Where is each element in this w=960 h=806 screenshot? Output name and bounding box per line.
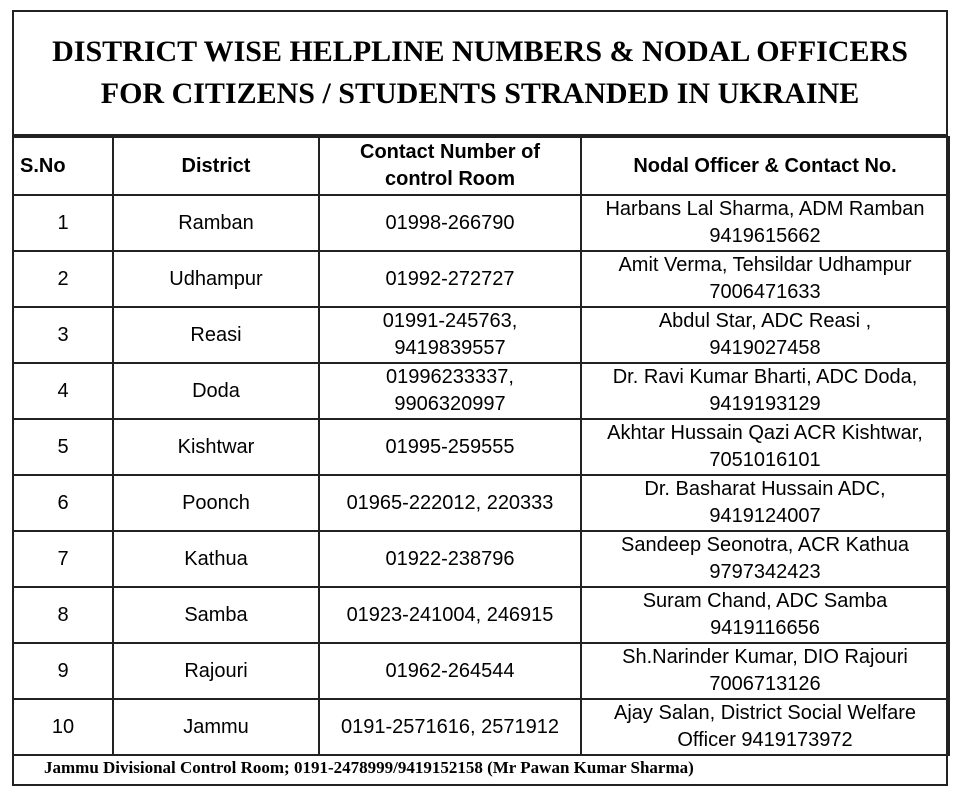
cell-officer (581, 251, 949, 307)
cell-officer (581, 587, 949, 643)
table-row (13, 363, 949, 419)
cell-district: Kathua (113, 531, 319, 587)
document-title (14, 12, 946, 136)
officer-line: 9419124007 (709, 505, 821, 527)
officer-line: Dr. Basharat Hussain ADC, (644, 478, 886, 500)
cell-contact (319, 531, 581, 587)
officer-line: Sandeep Seonotra, ACR Kathua (621, 534, 909, 556)
cell-district: Rajouri (113, 643, 319, 699)
cell-contact (319, 251, 581, 307)
header-contact-line-2: control Room (385, 168, 515, 190)
officer-line: 7006471633 (709, 281, 821, 303)
cell-district: Kishtwar (113, 419, 319, 475)
header-district: District (113, 137, 319, 195)
cell-officer (581, 307, 949, 363)
cell-sno: 2 (13, 251, 113, 307)
contact-number-line: 9419839557 (394, 337, 506, 359)
header-officer: Nodal Officer & Contact No. (581, 137, 949, 195)
officer-line: 7006713126 (709, 673, 821, 695)
officer-line: 9419615662 (709, 225, 821, 247)
table-header-row (13, 137, 949, 195)
cell-officer (581, 419, 949, 475)
title-line-1: DISTRICT WISE HELPLINE NUMBERS & NODAL OFFICERS (52, 35, 908, 68)
cell-sno: 9 (13, 643, 113, 699)
cell-officer (581, 643, 949, 699)
officer-line: Amit Verma, Tehsildar Udhampur (618, 254, 912, 276)
header-sno: S.No (13, 137, 113, 195)
cell-contact (319, 307, 581, 363)
contact-number-line: 01922-238796 (385, 547, 515, 570)
helpline-table (12, 136, 950, 756)
cell-contact (319, 587, 581, 643)
cell-contact (319, 475, 581, 531)
contact-number-line: 01998-266790 (385, 211, 515, 234)
table-row (13, 531, 949, 587)
cell-district: Doda (113, 363, 319, 419)
table-row (13, 251, 949, 307)
officer-line: 9419116656 (710, 617, 820, 639)
officer-line: 7051016101 (709, 449, 821, 471)
officer-line: Officer 9419173972 (677, 729, 853, 751)
cell-sno: 3 (13, 307, 113, 363)
header-contact-line-1: Contact Number of (360, 141, 540, 163)
table-row (13, 475, 949, 531)
cell-contact (319, 363, 581, 419)
cell-sno: 8 (13, 587, 113, 643)
officer-line: Sh.Narinder Kumar, DIO Rajouri (622, 646, 908, 668)
contact-number-line: 01965-222012, 220333 (346, 491, 554, 514)
cell-district: Reasi (113, 307, 319, 363)
cell-officer (581, 475, 949, 531)
helpline-sheet (12, 10, 948, 786)
cell-district: Ramban (113, 195, 319, 251)
officer-line: Abdul Star, ADC Reasi , (658, 310, 872, 332)
header-contact (319, 137, 581, 195)
officer-line: 9419193129 (709, 393, 821, 415)
officer-line: Dr. Ravi Kumar Bharti, ADC Doda, (612, 366, 918, 388)
cell-officer (581, 195, 949, 251)
table-row (13, 307, 949, 363)
cell-officer (581, 363, 949, 419)
cell-sno: 10 (13, 699, 113, 755)
contact-number-line: 0191-2571616, 2571912 (341, 715, 559, 738)
contact-number-line: 01923-241004, 246915 (346, 603, 554, 626)
cell-officer (581, 699, 949, 755)
cell-district: Jammu (113, 699, 319, 755)
cell-sno: 4 (13, 363, 113, 419)
contact-number-line: 01992-272727 (385, 267, 515, 290)
table-row (13, 699, 949, 755)
cell-contact (319, 195, 581, 251)
cell-district: Samba (113, 587, 319, 643)
contact-number-line: 01996233337, (386, 366, 514, 388)
cell-sno: 5 (13, 419, 113, 475)
table-row (13, 643, 949, 699)
table-row (13, 419, 949, 475)
cell-officer (581, 531, 949, 587)
table-body (13, 195, 949, 755)
contact-number-line: 01991-245763, (382, 310, 518, 332)
cell-district: Poonch (113, 475, 319, 531)
cell-contact (319, 419, 581, 475)
divisional-control-room-footer: Jammu Divisional Control Room; 0191-2478999/9419152158 (Mr Pawan Kumar Sharma) (44, 758, 694, 777)
cell-contact (319, 699, 581, 755)
cell-contact (319, 643, 581, 699)
officer-line: Harbans Lal Sharma, ADM Ramban (605, 198, 925, 220)
contact-number-line: 9906320997 (394, 393, 506, 415)
title-line-2: FOR CITIZENS / STUDENTS STRANDED IN UKRAINE (100, 77, 860, 110)
officer-line: Suram Chand, ADC Samba (642, 590, 888, 612)
table-row (13, 195, 949, 251)
officer-line: Ajay Salan, District Social Welfare (614, 702, 916, 724)
cell-sno: 6 (13, 475, 113, 531)
cell-district: Udhampur (113, 251, 319, 307)
officer-line: 9419027458 (709, 337, 821, 359)
officer-line: Akhtar Hussain Qazi ACR Kishtwar, (607, 422, 923, 444)
contact-number-line: 01962-264544 (385, 659, 515, 682)
officer-line: 9797342423 (709, 561, 821, 583)
contact-number-line: 01995-259555 (385, 435, 515, 458)
table-row (13, 587, 949, 643)
cell-sno: 1 (13, 195, 113, 251)
cell-sno: 7 (13, 531, 113, 587)
